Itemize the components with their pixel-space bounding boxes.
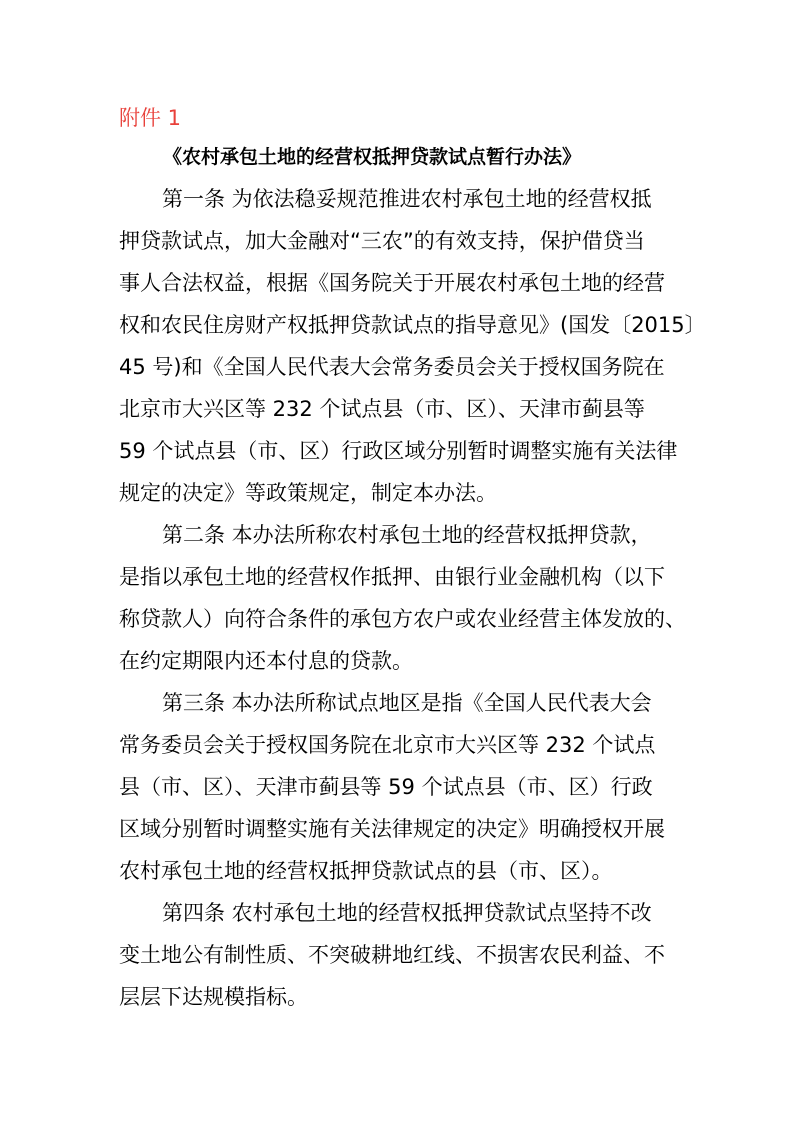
attachment-label: 附件 1 — [119, 106, 182, 130]
article-3-line-3: 县（市、区）、天津市蓟县等 59 个试点县（市、区）行政 — [119, 775, 653, 799]
article-3-line-1: 第三条 本办法所称试点地区是指《全国人民代表大会 — [162, 691, 652, 715]
article-2-line-2: 是指以承包土地的经营权作抵押、由银行业金融机构（以下 — [119, 565, 665, 589]
article-3-line-5: 农村承包土地的经营权抵押贷款试点的县（市、区）。 — [119, 859, 613, 883]
article-1-line-7: 59 个试点县（市、区）行政区域分别暂时调整实施有关法律 — [119, 439, 678, 463]
article-1-line-2: 押贷款试点，加大金融对“三农”的有效支持，保护借贷当 — [119, 229, 645, 253]
article-1-line-4: 权和农民住房财产权抵押贷款试点的指导意见》(国发〔2015〕 — [119, 313, 706, 337]
article-4-line-3: 层层下达规模指标。 — [119, 985, 308, 1009]
article-2-line-3: 称贷款人）向符合条件的承包方农户或农业经营主体发放的、 — [119, 607, 686, 631]
document-title: 《农村承包土地的经营权抵押贷款试点暂行办法》 — [163, 146, 582, 168]
article-1-line-3: 事人合法权益，根据《国务院关于开展农村承包土地的经营 — [119, 271, 665, 295]
article-1-line-6: 北京市大兴区等 232 个试点县（市、区）、天津市蓟县等 — [119, 397, 645, 421]
article-3-line-2: 常务委员会关于授权国务院在北京市大兴区等 232 个试点 — [119, 733, 656, 757]
article-1-line-8: 规定的决定》等政策规定，制定本办法。 — [119, 481, 497, 505]
article-1-line-1: 第一条 为依法稳妥规范推进农村承包土地的经营权抵 — [162, 187, 652, 211]
article-2-line-4: 在约定期限内还本付息的贷款。 — [119, 649, 413, 673]
article-3-line-4: 区域分别暂时调整实施有关法律规定的决定》明确授权开展 — [119, 817, 665, 841]
article-4-line-2: 变土地公有制性质、不突破耕地红线、不损害农民利益、不 — [119, 943, 665, 967]
article-1-line-5: 45 号)和《全国人民代表大会常务委员会关于授权国务院在 — [119, 355, 665, 379]
article-4-line-1: 第四条 农村承包土地的经营权抵押贷款试点坚持不改 — [162, 901, 652, 925]
article-2-line-1: 第二条 本办法所称农村承包土地的经营权抵押贷款， — [162, 523, 652, 547]
